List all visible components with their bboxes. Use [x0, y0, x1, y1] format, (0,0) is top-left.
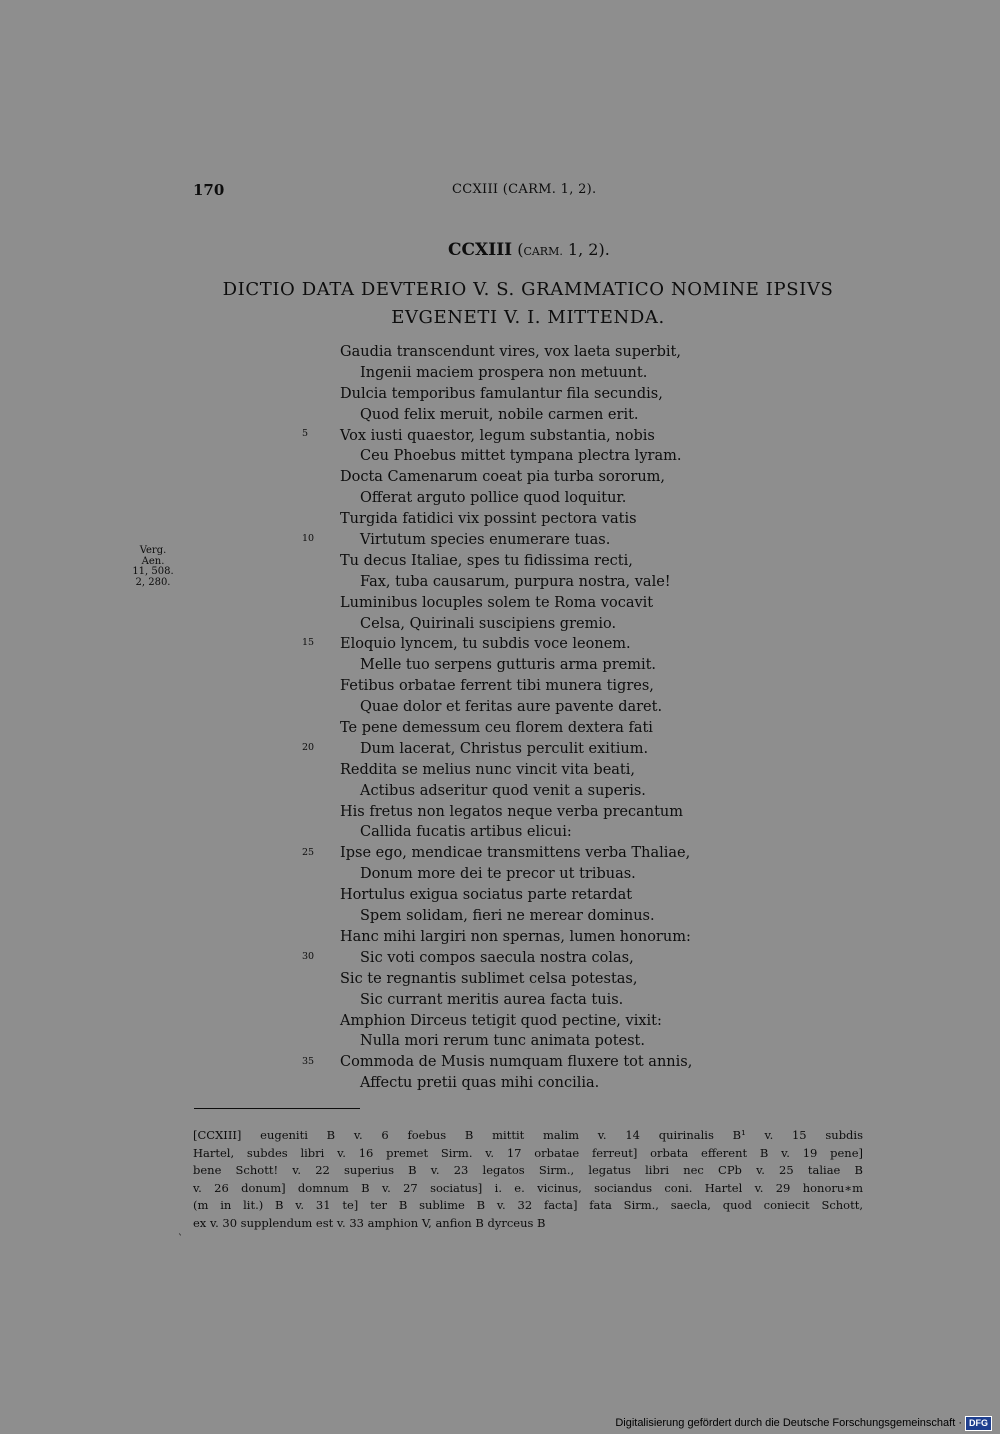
apparatus-line: v. 26 donum] domnum B v. 27 sociatus] i. e. vicinus, sociandus coni. Hartel v. 29 honoru∗m [193, 1180, 863, 1195]
critical-apparatus [193, 1127, 863, 1232]
verse-line: Quae dolor et feritas aure pavente daret. [360, 699, 663, 716]
verse-line: Hanc mihi largiri non spernas, lumen honorum: [340, 928, 691, 945]
verse-line: Sic te regnantis sublimet celsa potestas, [340, 970, 638, 987]
verse-line: Docta Camenarum coeat pia turba sororum, [340, 469, 666, 486]
verse-line: Callida fucatis artibus elicui: [360, 824, 572, 841]
verse-line: Ipse ego, mendicae transmittens verba Thaliae, [340, 845, 691, 862]
verse-line: Sic voti compos saecula nostra colas, [360, 949, 634, 966]
verse-line: Commoda de Musis numquam fluxere tot annis, [340, 1054, 693, 1071]
poem-ref-open: ( [512, 240, 524, 259]
poem-ref-rest: 1, 2). [562, 240, 610, 259]
line-number: 20 [302, 742, 315, 753]
apparatus-line: [CCXIII] eugeniti B v. 6 foebus B mittit malim v. 14 quirinalis B¹ v. 15 subdis [193, 1128, 863, 1142]
apparatus-line: bene Schott! v. 22 superius B v. 23 legatos Sirm., legatus libri nec CPb v. 25 taliae B [193, 1163, 863, 1177]
verse-line: Fax, tuba causarum, purpura nostra, vale! [360, 573, 671, 590]
digitization-credit [615, 1416, 992, 1430]
footnote-divider [194, 1108, 360, 1109]
verse-line: Offerat arguto pollice quod loquitur. [360, 490, 627, 507]
margin-note-line: 2, 280. [135, 576, 171, 588]
apparatus-line: ex v. 30 supplendum est v. 33 amphion V, anfion B dyrceus B [193, 1215, 546, 1230]
verse-line: Actibus adseritur quod venit a superis. [360, 782, 646, 799]
verse-line: Dum lacerat, Christus perculit exitium. [360, 740, 649, 757]
verse-line: Te pene demessum ceu florem dextera fati [340, 720, 653, 737]
line-number: 10 [302, 533, 315, 544]
margin-note-line: Verg. Aen. [139, 545, 167, 567]
line-number: 25 [302, 847, 315, 858]
verse-line: Virtutum species enumerare tuas. [360, 532, 611, 549]
verse-line: Nulla mori rerum tunc animata potest. [360, 1033, 645, 1050]
margin-mark: ` [178, 1234, 183, 1245]
verse-line: Celsa, Quirinali suscipiens gremio. [360, 615, 617, 632]
poem-verses [340, 342, 692, 1094]
poem-number: CCXIII [448, 240, 513, 260]
verse-line: Reddita se melius nunc vincit vita beati, [340, 761, 636, 778]
verse-line: Sic currant meritis aurea facta tuis. [360, 991, 624, 1008]
line-number: 30 [302, 951, 315, 962]
running-title: CCXIII (CARM. 1, 2). [452, 182, 597, 197]
margin-note-line: 11, 508. [132, 566, 174, 577]
verse-line: Turgida fatidici vix possint pectora vatis [340, 511, 637, 528]
poem-number-heading [448, 240, 610, 260]
verse-line: Dulcia temporibus famulantur fila secundis, [340, 385, 663, 402]
dfg-logo: DFG [965, 1416, 992, 1431]
credit-text: Digitalisierung gefördert durch die Deutsche Forschungsgemeinschaft · [615, 1417, 962, 1429]
verse-line: Gaudia transcendunt vires, vox laeta superbit, [340, 344, 681, 360]
verse-line: Donum more dei te precor ut tribuas. [360, 866, 636, 883]
verse-line: Tu decus Italiae, spes tu fidissima recti, [340, 552, 633, 569]
margin-note [128, 546, 178, 588]
verse-line: Hortulus exigua sociatus parte retardat [340, 887, 633, 904]
verse-line: Affectu pretii quas mihi concilia. [360, 1075, 600, 1092]
line-number: 15 [302, 637, 315, 648]
verse-line: Eloquio lyncem, tu subdis voce leonem. [340, 636, 631, 653]
verse-line: Spem solidam, fieri ne merear dominus. [360, 908, 655, 925]
verse-line: Quod felix meruit, nobile carmen erit. [360, 406, 639, 423]
page-number: 170 [193, 181, 225, 199]
line-number: 5 [302, 428, 309, 439]
apparatus-line: Hartel, subdes libri v. 16 premet Sirm. v. 17 orbatae ferreut] orbata efferent B v. 19 pene] [193, 1145, 863, 1160]
verse-line: Luminibus locuples solem te Roma vocavit [340, 594, 654, 611]
verse-line: Fetibus orbatae ferrent tibi munera tigres, [340, 678, 654, 695]
verse-line: Ceu Phoebus mittet tympana plectra lyram. [360, 448, 682, 465]
poem-title-line-2: EVGENETI V. I. MITTENDA. [391, 307, 665, 328]
line-number: 35 [302, 1056, 315, 1067]
poem-ref-carm: CARM. [523, 245, 563, 258]
verse-line: Melle tuo serpens gutturis arma premit. [360, 657, 657, 674]
verse-line: Ingenii maciem prospera non metuunt. [360, 364, 648, 381]
poem-title-line-1: DICTIO DATA DEVTERIO V. S. GRAMMATICO NOMINE IPSIVS [222, 279, 834, 300]
verse-line: His fretus non legatos neque verba precantum [340, 803, 683, 820]
verse-line: Vox iusti quaestor, legum substantia, nobis [340, 427, 655, 444]
apparatus-line: (m in lit.) B v. 31 te] ter B sublime B v. 32 facta] fata Sirm., saecla, quod coniecit Schott, [193, 1198, 863, 1212]
verse-line: Amphion Dirceus tetigit quod pectine, vixit: [340, 1012, 662, 1029]
